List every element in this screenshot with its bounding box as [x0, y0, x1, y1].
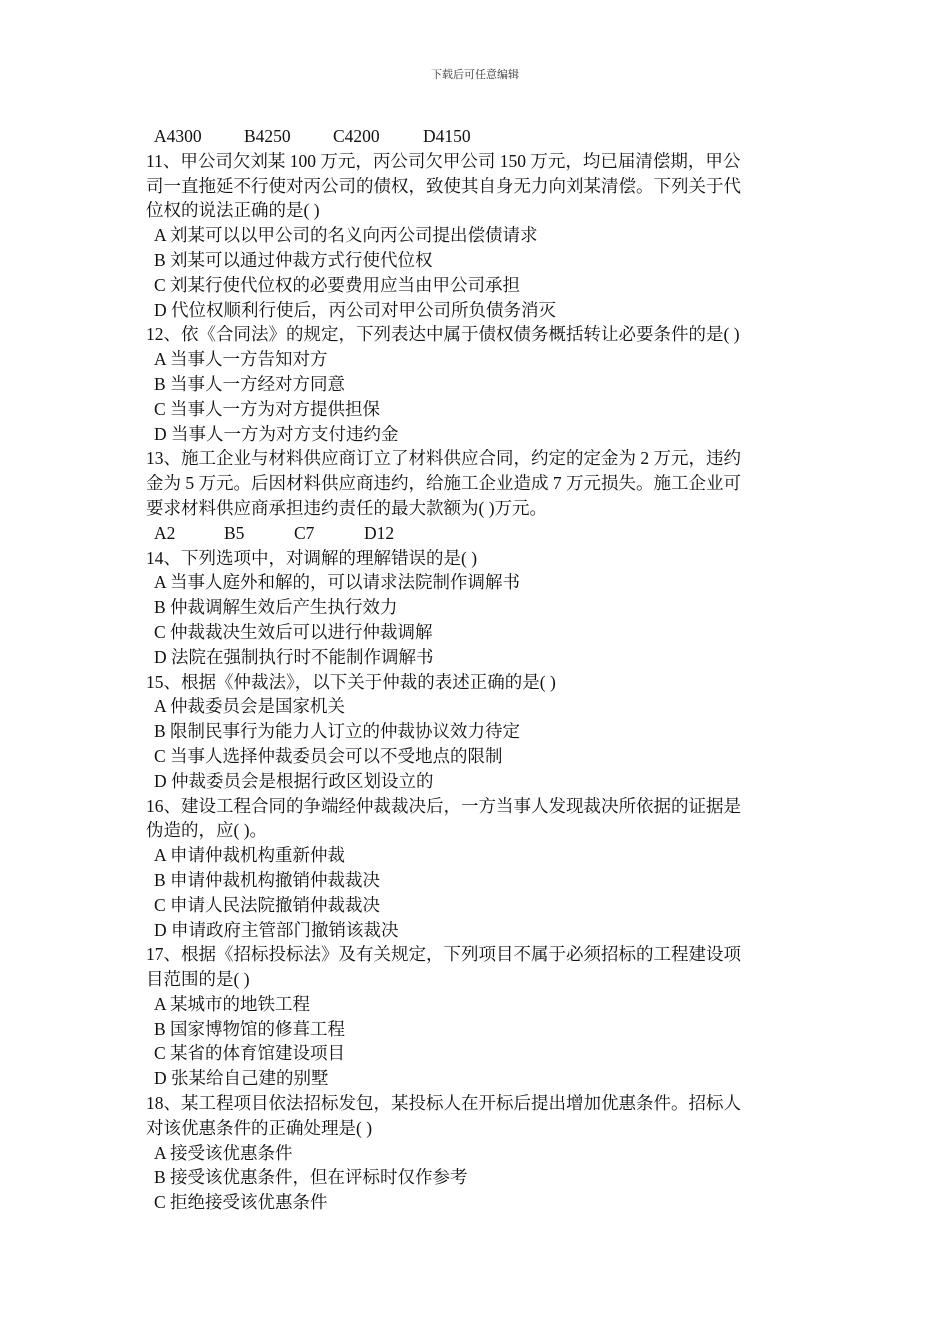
q18-option-c: C 拒绝接受该优惠条件	[154, 1192, 328, 1213]
q13-option-b: B5	[224, 522, 245, 543]
q13-options	[146, 521, 808, 546]
q10-option-a: A4300	[154, 126, 202, 146]
q12-option-c: C 当事人一方为对方提供担保	[154, 398, 381, 419]
q12-option-d: D 当事人一方为对方支付违约金	[154, 423, 399, 444]
q13-text-line-2: 金为 5 万元。后因材料供应商违约，给施工企业造成 7 万元损失。施工企业可	[146, 473, 741, 494]
q11-option-a: A 刘某可以以甲公司的名义向丙公司提出偿债请求	[154, 225, 538, 246]
q17-option-a: A 某城市的地铁工程	[154, 993, 311, 1014]
q13-option-c: C7	[294, 522, 315, 543]
q16-text-line-1: 16、建设工程合同的争端经仲裁裁决后，一方当事人发现裁决所依据的证据是	[146, 795, 741, 816]
q16-option-c: C 申请人民法院撤销仲裁裁决	[154, 894, 381, 915]
q15-text-line-1: 15、根据《仲裁法》，以下关于仲裁的表述正确的是( )	[146, 671, 556, 692]
q11-text-line-3: 位权的说法正确的是( )	[146, 200, 320, 221]
q16-text-line-2: 伪造的，应( )。	[146, 820, 268, 841]
q18-text-line-1: 18、某工程项目依法招标发包，某投标人在开标后提出增加优惠条件。招标人	[146, 1093, 741, 1114]
q12-text-line-1: 12、依《合同法》的规定，下列表达中属于债权债务概括转让必要条件的是( )	[146, 324, 740, 345]
q15-option-c: C 当事人选择仲裁委员会可以不受地点的限制	[154, 745, 503, 766]
q12-option-b: B 当事人一方经对方同意	[154, 373, 346, 394]
q18-text-line-2: 对该优惠条件的正确处理是( )	[146, 1117, 373, 1138]
q13-text-line-1: 13、施工企业与材料供应商订立了材料供应合同，约定的定金为 2 万元，违约	[146, 448, 741, 469]
q10-option-c: C4200	[333, 126, 380, 146]
q11-option-b: B 刘某可以通过仲裁方式行使代位权	[154, 249, 433, 270]
q17-option-d: D 张某给自己建的别墅	[154, 1068, 329, 1089]
page-header: 下载后可任意编辑	[431, 68, 519, 81]
q11-text-line-1: 11、甲公司欠刘某 100 万元，丙公司欠甲公司 150 万元，均已届清偿期，甲公	[146, 150, 741, 171]
q17-text-line-2: 目范围的是( )	[146, 969, 250, 990]
q15-option-b: B 限制民事行为能力人订立的仲裁协议效力待定	[154, 721, 521, 742]
q10-option-d: D4150	[423, 126, 471, 146]
q17-option-b: B 国家博物馆的修葺工程	[154, 1018, 346, 1039]
q10-options	[146, 124, 808, 149]
q14-option-b: B 仲裁调解生效后产生执行效力	[154, 597, 398, 618]
q17-text-line-1: 17、根据《招标投标法》及有关规定，下列项目不属于必须招标的工程建设项	[146, 944, 741, 965]
q18-option-b: B 接受该优惠条件，但在评标时仅作参考	[154, 1167, 468, 1188]
q14-option-a: A 当事人庭外和解的，可以请求法院制作调解书	[154, 572, 521, 593]
q15-option-a: A 仲裁委员会是国家机关	[154, 696, 346, 717]
q11-option-d: D 代位权顺利行使后，丙公司对甲公司所负债务消灭	[154, 299, 557, 320]
q12-option-a: A 当事人一方告知对方	[154, 349, 328, 370]
q13-option-a: A2	[154, 522, 176, 543]
q17-option-c: C 某省的体育馆建设项目	[154, 1043, 346, 1064]
q13-option-d: D12	[364, 522, 395, 543]
q14-text-line-1: 14、下列选项中，对调解的理解错误的是( )	[146, 547, 478, 568]
q10-option-b: B4250	[244, 126, 291, 146]
q16-option-a: A 申请仲裁机构重新仲裁	[154, 845, 346, 866]
q11-option-c: C 刘某行使代位权的必要费用应当由甲公司承担	[154, 274, 521, 295]
q16-option-d: D 申请政府主管部门撤销该裁决	[154, 919, 399, 940]
q15-option-d: D 仲裁委员会是根据行政区划设立的	[154, 770, 434, 791]
q16-option-b: B 申请仲裁机构撤销仲裁裁决	[154, 869, 381, 890]
q14-option-c: C 仲裁裁决生效后可以进行仲裁调解	[154, 621, 433, 642]
q14-option-d: D 法院在强制执行时不能制作调解书	[154, 646, 434, 667]
document-body	[146, 124, 808, 1215]
q13-text-line-3: 要求材料供应商承担违约责任的最大款额为( )万元。	[146, 497, 548, 518]
q11-text-line-2: 司一直拖延不行使对丙公司的债权，致使其自身无力向刘某清偿。下列关于代	[146, 175, 741, 196]
q18-option-a: A 接受该优惠条件	[154, 1142, 293, 1163]
